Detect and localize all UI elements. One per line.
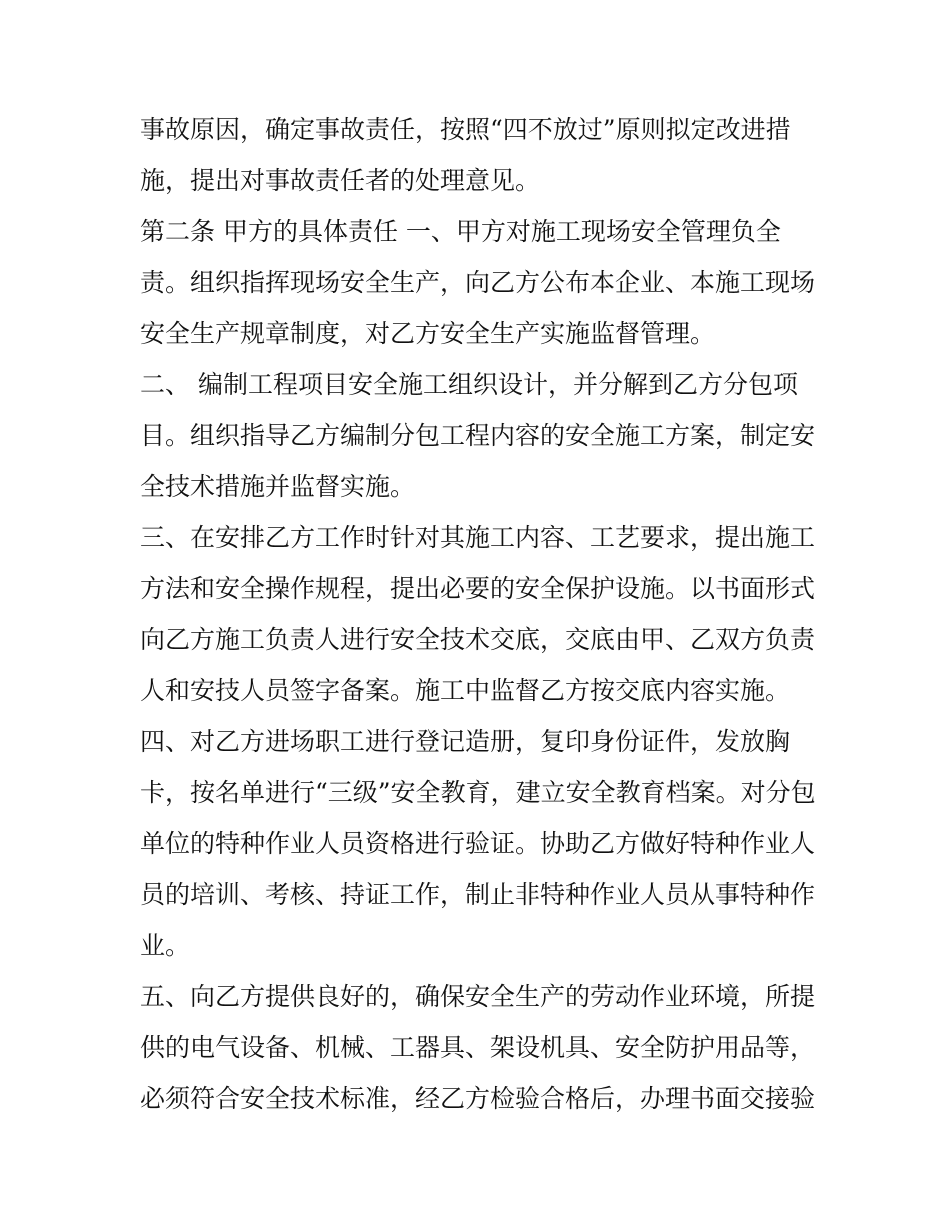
text-line: 卡，按名单进行“三级”安全教育，建立安全教育档案。对分包 bbox=[140, 778, 816, 807]
text-line: 施，提出对事故责任者的处理意见。 bbox=[140, 166, 541, 195]
text-line: 第二条 甲方的具体责任 一、甲方对施工现场安全管理负全 bbox=[140, 217, 781, 246]
text-line: 供的电气设备、机械、工器具、架设机具、安全防护用品等， bbox=[140, 1033, 816, 1062]
text-line: 责。组织指挥现场安全生产，向乙方公布本企业、本施工现场 bbox=[140, 268, 816, 297]
text-line: 单位的特种作业人员资格进行验证。协助乙方做好特种作业人 bbox=[140, 829, 816, 858]
text-line: 事故原因，确定事故责任，按照“四不放过”原则拟定改进措 bbox=[140, 115, 791, 144]
text-line: 人和安技人员签字备案。施工中监督乙方按交底内容实施。 bbox=[140, 676, 791, 705]
text-line: 二、 编制工程项目安全施工组织设计，并分解到乙方分包项 bbox=[140, 370, 798, 399]
text-line: 五、向乙方提供良好的，确保安全生产的劳动作业环境，所提 bbox=[140, 982, 816, 1011]
text-line: 目。组织指导乙方编制分包工程内容的安全施工方案，制定安 bbox=[140, 421, 816, 450]
text-line: 员的培训、考核、持证工作，制止非特种作业人员从事特种作 bbox=[140, 880, 816, 909]
text-line: 必须符合安全技术标准，经乙方检验合格后，办理书面交接验 bbox=[140, 1084, 816, 1113]
text-line: 向乙方施工负责人进行安全技术交底，交底由甲、乙双方负责 bbox=[140, 625, 816, 654]
text-line: 全技术措施并监督实施。 bbox=[140, 472, 416, 501]
text-line: 方法和安全操作规程，提出必要的安全保护设施。以书面形式 bbox=[140, 574, 816, 603]
document-body bbox=[140, 104, 820, 1124]
text-line: 四、对乙方进场职工进行登记造册，复印身份证件，发放胸 bbox=[140, 727, 791, 756]
text-line: 三、在安排乙方工作时针对其施工内容、工艺要求，提出施工 bbox=[140, 523, 816, 552]
text-line: 安全生产规章制度，对乙方安全生产实施监督管理。 bbox=[140, 319, 716, 348]
text-line: 业。 bbox=[140, 931, 191, 960]
